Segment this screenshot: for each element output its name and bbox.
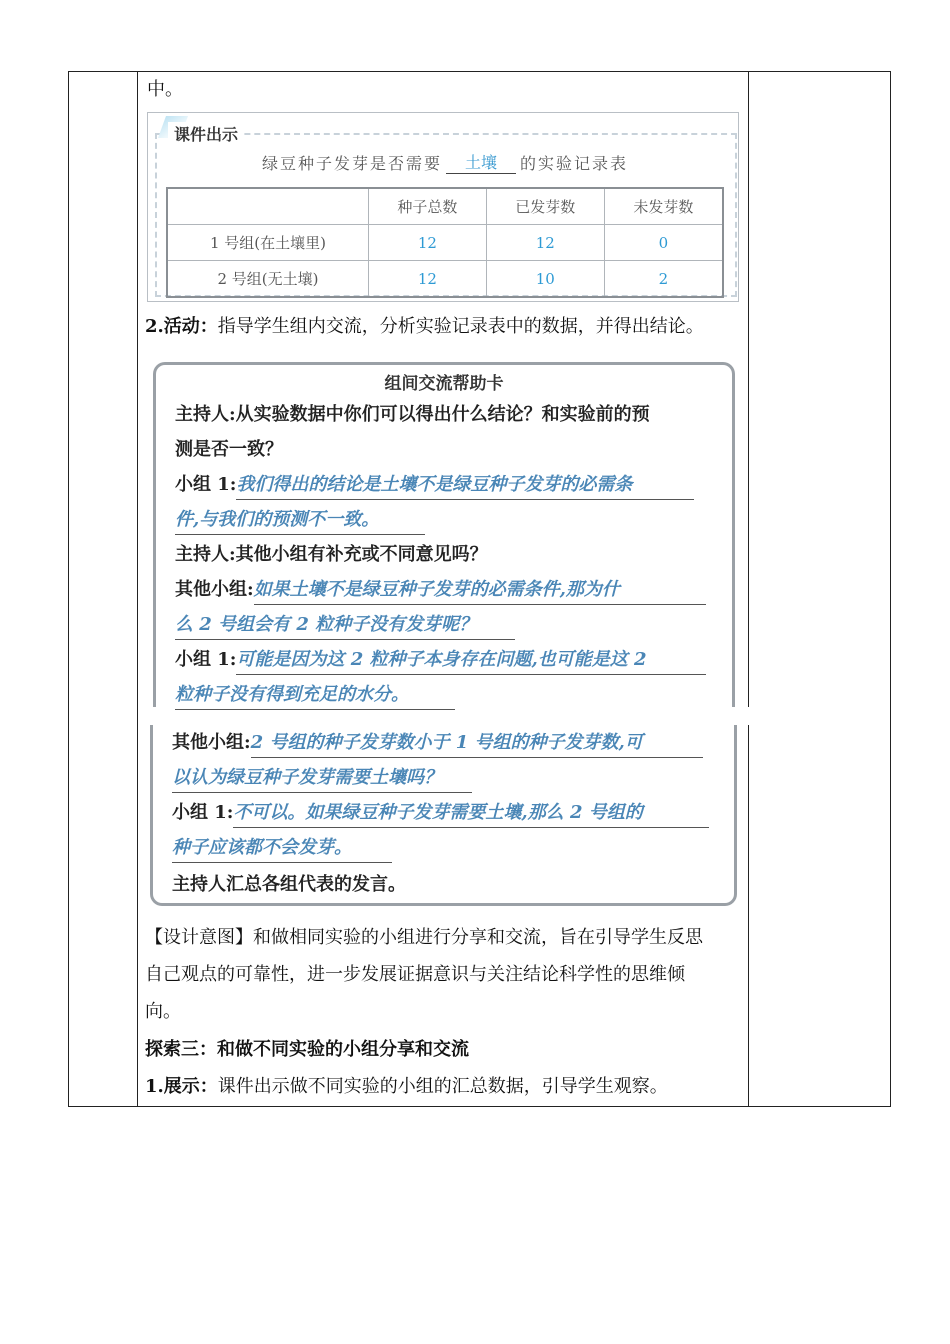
- cell-not-sprouted: 2: [604, 261, 723, 298]
- header-cell: [167, 188, 369, 225]
- cell-not-sprouted: 0: [604, 225, 723, 261]
- card-other-group-followup: [172, 726, 703, 760]
- header-cell: 未发芽数: [604, 188, 723, 225]
- speaker: 小组 1:: [175, 474, 237, 495]
- card-group1-answer: [175, 468, 694, 502]
- card-host-question: [175, 398, 650, 432]
- activity-label: 活动：: [163, 316, 218, 337]
- title-after: 的实验记录表: [520, 154, 629, 173]
- answer-text: 如果土壤不是绿豆种子发芽的必需条件,那为什: [254, 576, 706, 605]
- row-label: 2 号组(无土壤): [167, 261, 369, 298]
- dialogue-text: 从实验数据中你们可以得出什么结论？和实验前的预: [235, 404, 650, 425]
- table-divider-right: [748, 71, 749, 1107]
- card-title: 组间交流帮助卡: [384, 374, 504, 394]
- card-group1-reply: [175, 643, 706, 677]
- card-host-prompt: [175, 538, 488, 572]
- continued-text: 中。: [147, 79, 183, 100]
- speaker: 小组 1:: [175, 649, 237, 670]
- answer-text: 我们得出的结论是土壤不是绿豆种子发芽的必需条: [236, 471, 694, 500]
- answer-text-cont: 种子应该都不会发芽。: [172, 834, 392, 863]
- title-blank-answer: 土壤: [446, 150, 516, 174]
- speaker: 其他小组:: [172, 732, 251, 753]
- table-header-row: [167, 188, 723, 225]
- answer-text-cont: 么 2 号组会有 2 粒种子没有发芽呢？: [175, 611, 515, 640]
- answer-text: 可能是因为这 2 粒种子本身存在问题,也可能是这 2: [236, 646, 706, 675]
- answer-text: 2 号组的种子发芽数小于 1 号组的种子发芽数,可: [251, 729, 703, 758]
- cell-total: 12: [369, 261, 487, 298]
- activity-text: 指导学生组内交流，分析实验记录表中的数据，并得出结论。: [217, 316, 704, 337]
- answer-text: 不可以。如果绿豆种子发芽需要土壤,那么 2 号组的: [233, 799, 709, 828]
- table-row: [167, 225, 723, 261]
- show-line: [145, 1074, 668, 1100]
- card-host-summary: 主持人汇总各组代表的发言。: [172, 874, 406, 895]
- design-intent-line-3: 向。: [145, 1001, 181, 1022]
- card-other-group-question: [175, 573, 706, 607]
- explore-three-heading: 探索三：和做不同实验的小组分享和交流: [145, 1039, 469, 1060]
- header-cell: 种子总数: [369, 188, 487, 225]
- cell-sprouted: 12: [486, 225, 604, 261]
- experiment-record-table: [166, 187, 724, 298]
- design-intent-line-2: 自己观点的可靠性，进一步发展证据意识与关注结论科学性的思维倾: [145, 964, 685, 985]
- speaker: 小组 1:: [172, 802, 234, 823]
- design-intent-line-1: 【设计意图】和做相同实验的小组进行分享和交流，旨在引导学生反思: [145, 927, 703, 948]
- show-number: 1.: [145, 1076, 164, 1097]
- table-row: [167, 261, 723, 298]
- courseware-tag: 课件出示: [168, 122, 244, 145]
- show-text: 课件出示做不同实验的小组的汇总数据，引导学生观察。: [217, 1076, 668, 1097]
- speaker: 其他小组:: [175, 579, 254, 600]
- row-label: 1 号组(在土壤里): [167, 225, 369, 261]
- header-cell: 已发芽数: [486, 188, 604, 225]
- answer-text-cont: 件,与我们的预测不一致。: [175, 506, 425, 535]
- activity-number: 2.: [145, 316, 164, 337]
- answer-text-cont: 以认为绿豆种子发芽需要土壤吗？: [172, 764, 472, 793]
- card-group1-final: [172, 796, 709, 830]
- speaker: 主持人:: [175, 404, 236, 425]
- cell-sprouted: 10: [486, 261, 604, 298]
- dialogue-text: 其他小组有补充或不同意见吗？: [235, 544, 488, 565]
- title-before: 绿豆种子发芽是否需要: [262, 154, 443, 173]
- table-divider-left: [137, 71, 138, 1107]
- show-label: 展示：: [163, 1076, 218, 1097]
- activity-line: [145, 314, 704, 340]
- answer-text-cont: 粒种子没有得到充足的水分。: [175, 681, 455, 710]
- speaker: 主持人:: [175, 544, 236, 565]
- card-host-question-cont: 测是否一致？: [175, 439, 283, 460]
- cell-total: 12: [369, 225, 487, 261]
